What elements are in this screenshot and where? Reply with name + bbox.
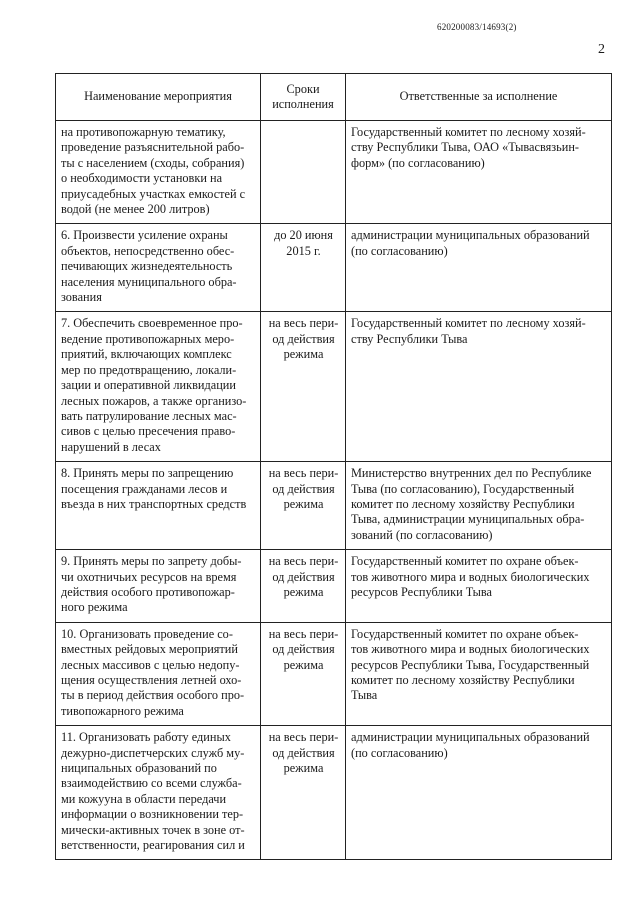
activity-cell: 6. Произвести усиление охраны объектов, непосредственно обес- печивающих жизнедеятельность населения муниципального обра- зования bbox=[56, 224, 261, 312]
document-id: 620200083/14693(2) bbox=[437, 22, 517, 32]
deadline-cell: на весь пери- од действия режима bbox=[261, 550, 346, 623]
table-row bbox=[56, 622, 612, 725]
responsible-cell: Государственный комитет по охране объек- тов животного мира и водных биологических ресурсов Республики Тыва bbox=[346, 550, 612, 623]
responsible-cell: Государственный комитет по лесному хозяй- ству Республики Тыва, ОАО «Тывасвязьин- форм» (по согласованию) bbox=[346, 121, 612, 224]
deadline-cell: до 20 июня 2015 г. bbox=[261, 224, 346, 312]
table-row bbox=[56, 312, 612, 462]
measures-table bbox=[55, 73, 612, 860]
header-deadline: Сроки исполнения bbox=[261, 74, 346, 121]
responsible-cell: Государственный комитет по охране объек- тов животного мира и водных биологических ресурсов Республики Тыва, Государственный комитет по лесному хозяйству Республики Тыва bbox=[346, 622, 612, 725]
table-row bbox=[56, 462, 612, 550]
table-row bbox=[56, 121, 612, 224]
deadline-cell: на весь пери- од действия режима bbox=[261, 312, 346, 462]
activity-cell: 11. Организовать работу единых дежурно-диспетчерских служб му- ниципальных образований по взаимодействию со всеми служба- ми кожууна в области передачи информации о возникновении тер- мически-активных точек в зоне от- ветственности, реагирования сил и bbox=[56, 726, 261, 860]
activity-cell: на противопожарную тематику, проведение разъяснительной рабо- ты с населением (сходы, собрания) о необходимости установки на приусадебных участках емкостей с водой (не менее 200 литров) bbox=[56, 121, 261, 224]
responsible-cell: администрации муниципальных образований (по согласованию) bbox=[346, 726, 612, 860]
table-row bbox=[56, 224, 612, 312]
page-number: 2 bbox=[598, 42, 605, 57]
deadline-cell: на весь пери- од действия режима bbox=[261, 622, 346, 725]
responsible-cell: Государственный комитет по лесному хозяй- ству Республики Тыва bbox=[346, 312, 612, 462]
table-row bbox=[56, 726, 612, 860]
deadline-cell: на весь пери- од действия режима bbox=[261, 462, 346, 550]
activity-cell: 7. Обеспечить своевременное про- ведение противопожарных меро- приятий, включающих комплекс мер по предотвращению, локали- зации и оперативной ликвидации лесных пожаров, а также организо- вать патрулирование лесных мас- сивов с целью пресечения право- нарушений в лесах bbox=[56, 312, 261, 462]
header-activity: Наименование мероприятия bbox=[56, 74, 261, 121]
activity-cell: 8. Принять меры по запрещению посещения гражданами лесов и въезда в них транспортных средств bbox=[56, 462, 261, 550]
activity-cell: 9. Принять меры по запрету добы- чи охотничьих ресурсов на время действия особого противопожар- ного режима bbox=[56, 550, 261, 623]
deadline-cell bbox=[261, 121, 346, 224]
responsible-cell: администрации муниципальных образований (по согласованию) bbox=[346, 224, 612, 312]
activity-cell: 10. Организовать проведение со- вместных рейдовых мероприятий лесных массивов с целью недопу- щения осуществления летней охо- ты в период действия особого про- тивопожарного режима bbox=[56, 622, 261, 725]
responsible-cell: Министерство внутренних дел по Республике Тыва (по согласованию), Государственный комитет по лесному хозяйству Республики Тыва, администрации муниципальных обра- зований (по согласованию) bbox=[346, 462, 612, 550]
table-row bbox=[56, 550, 612, 623]
deadline-cell: на весь пери- од действия режима bbox=[261, 726, 346, 860]
table-header-row bbox=[56, 74, 612, 121]
header-responsible: Ответственные за исполнение bbox=[346, 74, 612, 121]
